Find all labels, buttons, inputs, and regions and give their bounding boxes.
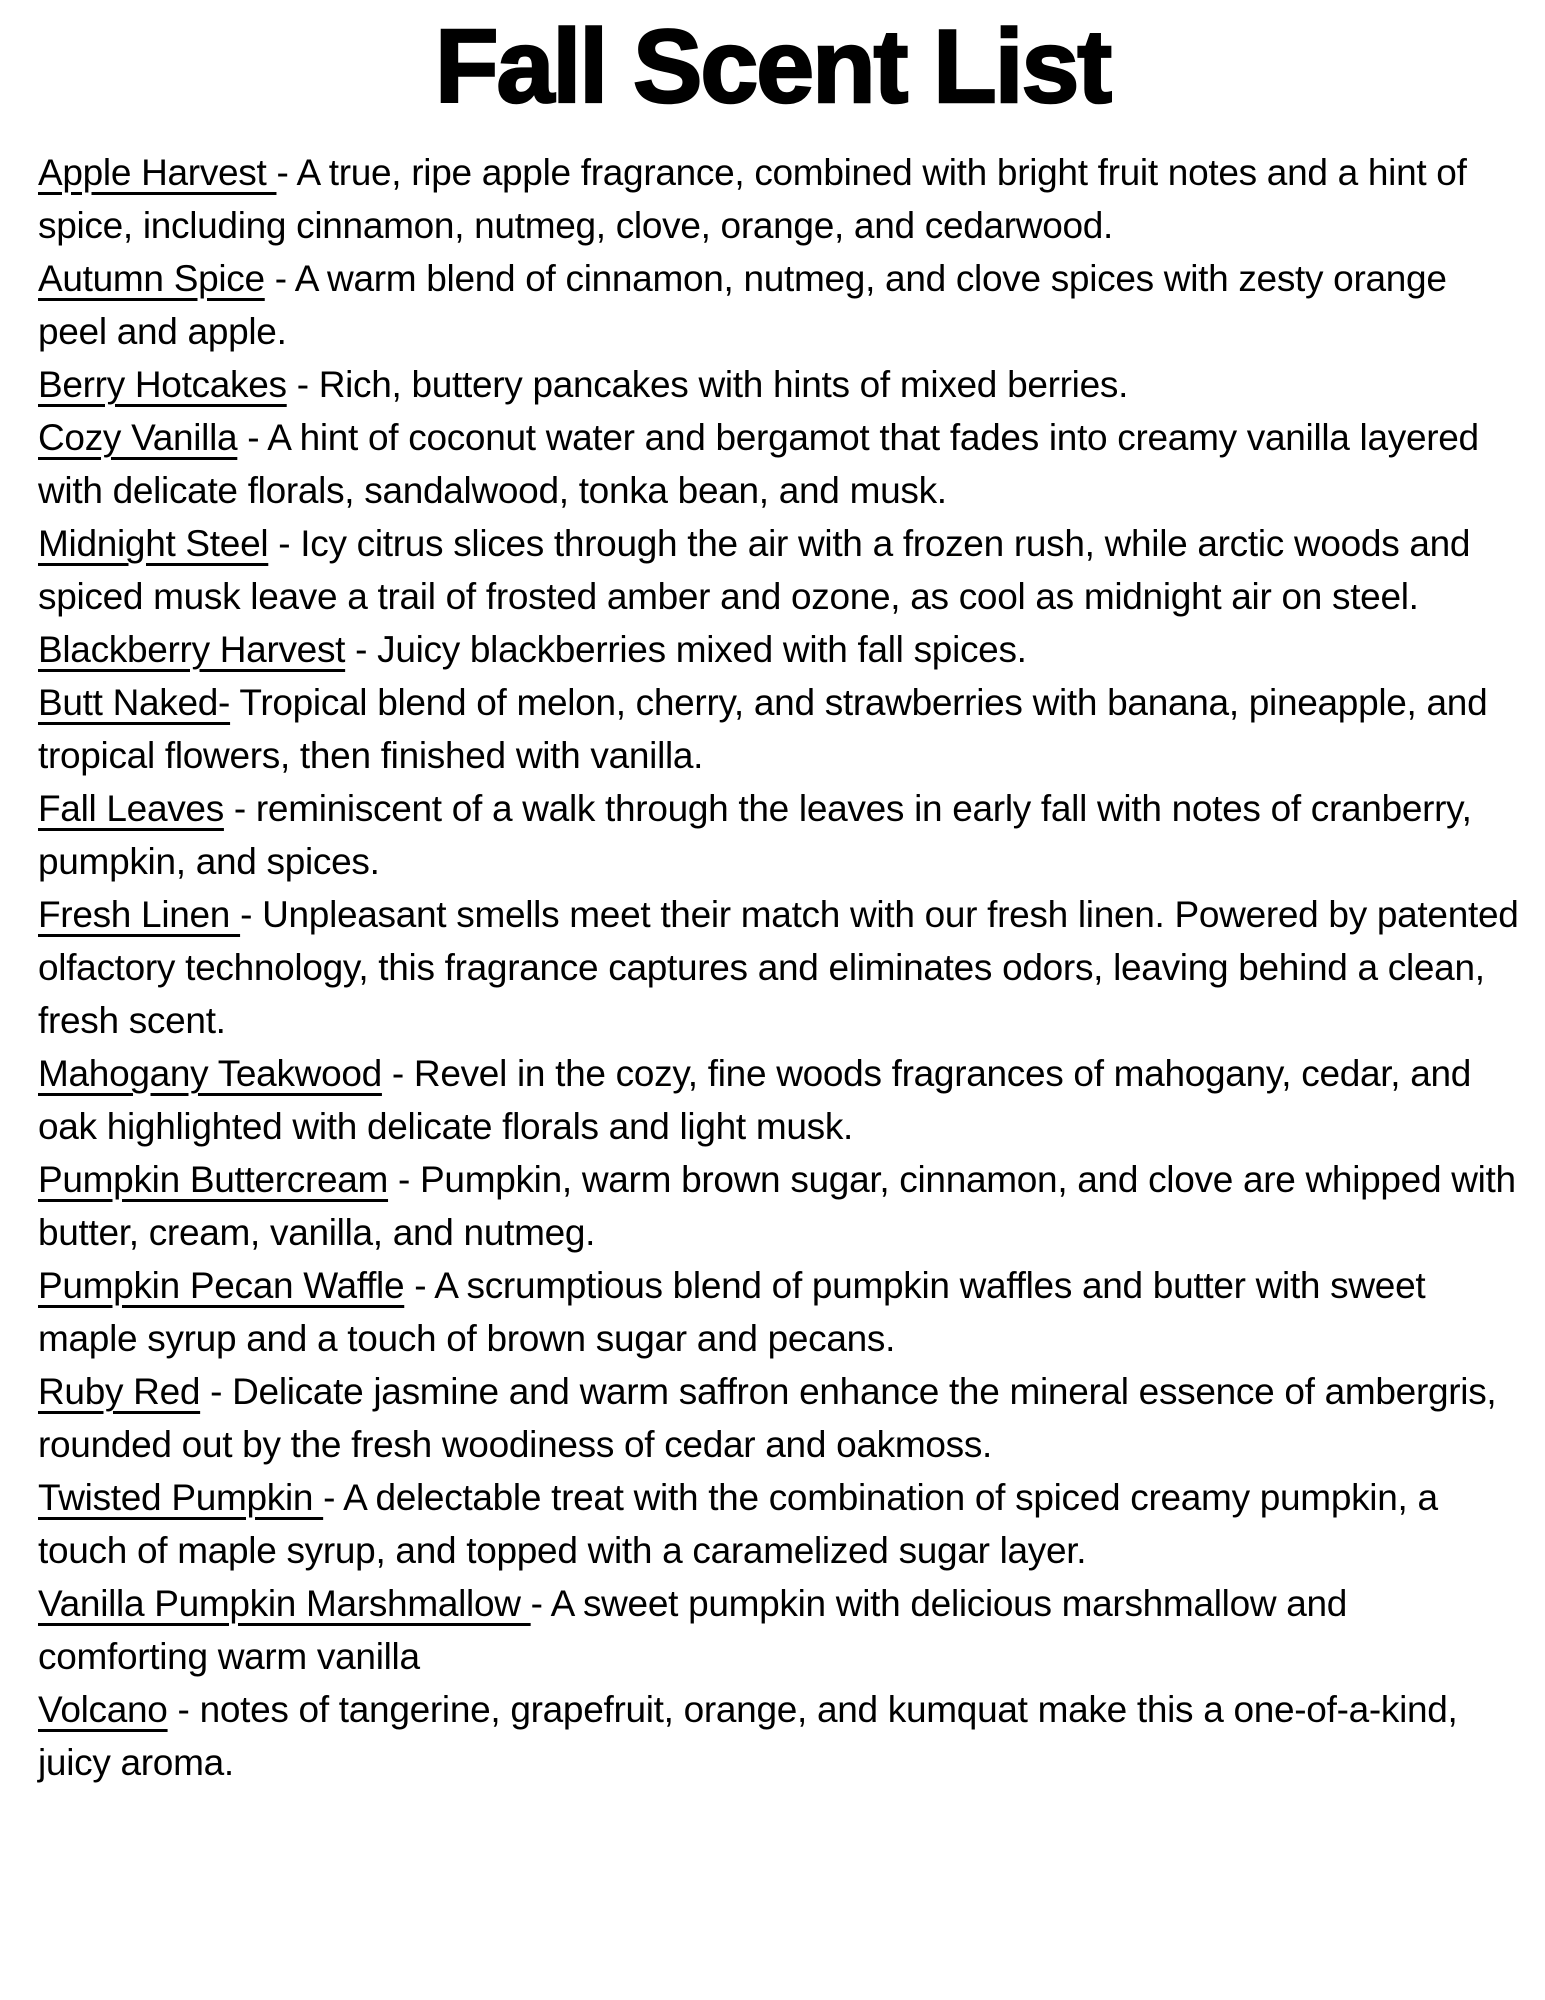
scent-entry [38, 888, 1519, 1047]
scent-separator: - [237, 417, 268, 458]
scent-separator: - [223, 788, 256, 829]
scent-name: Butt Naked- [38, 682, 231, 723]
scent-entry [38, 676, 1519, 782]
scent-name: Berry Hotcakes [38, 364, 287, 405]
scent-separator: - [381, 1053, 414, 1094]
scent-entry [38, 252, 1519, 358]
scent-entry [38, 411, 1519, 517]
scent-entry [38, 1365, 1519, 1471]
scent-separator [230, 682, 239, 723]
scent-description: Revel in the cozy, fine woods fragrances of mahogany, cedar, and oak highlighted with delicate florals and light musk. [38, 1053, 1472, 1147]
scent-entry [38, 1047, 1519, 1153]
scent-list [0, 146, 1545, 1789]
scent-separator: - [167, 1689, 200, 1730]
scent-description: Unpleasant smells meet their match with our fresh linen. Powered by patented olfactory technology, this fragrance captures and eliminates odors, leaving behind a clean, fresh scent. [38, 894, 1519, 1041]
scent-description: A true, ripe apple fragrance, combined with bright fruit notes and a hint of spice, including cinnamon, nutmeg, clove, orange, and cedarwood. [38, 152, 1467, 246]
scent-description: A hint of coconut water and bergamot that fades into creamy vanilla layered with delicate florals, sandalwood, tonka bean, and musk. [38, 417, 1479, 511]
scent-description: A sweet pumpkin with delicious marshmallow and comforting warm vanilla [38, 1583, 1348, 1677]
scent-name: Autumn Spice [38, 258, 265, 299]
scent-description: A scrumptious blend of pumpkin waffles and butter with sweet maple syrup and a touch of brown sugar and pecans. [38, 1265, 1426, 1359]
scent-description: Rich, buttery pancakes with hints of mixed berries. [318, 364, 1129, 405]
scent-name: Pumpkin Pecan Waffle [38, 1265, 405, 1306]
scent-entry [38, 1471, 1519, 1577]
scent-description: A delectable treat with the combination of spiced creamy pumpkin, a touch of maple syrup, and topped with a caramelized sugar layer. [38, 1477, 1438, 1571]
scent-description: notes of tangerine, grapefruit, orange, and kumquat make this a one-of-a-kind, juicy aroma. [38, 1689, 1458, 1783]
scent-name: Midnight Steel [38, 523, 269, 564]
scent-description: Juicy blackberries mixed with fall spices. [377, 629, 1027, 670]
scent-entry [38, 1153, 1519, 1259]
page-title: Fall Scent List [434, 9, 1111, 125]
scent-name: Fresh Linen [38, 894, 241, 935]
scent-separator: - [286, 364, 319, 405]
scent-name: Ruby Red [38, 1371, 201, 1412]
scent-description: Tropical blend of melon, cherry, and strawberries with banana, pineapple, and tropical flowers, then finished with vanilla. [38, 682, 1488, 776]
scent-separator: - [323, 1477, 344, 1518]
scent-separator: - [200, 1371, 233, 1412]
scent-name: Cozy Vanilla [38, 417, 238, 458]
scent-separator: - [530, 1583, 551, 1624]
scent-description: reminiscent of a walk through the leaves in early fall with notes of cranberry, pumpkin, and spices. [38, 788, 1472, 882]
scent-entry [38, 782, 1519, 888]
scent-separator: - [276, 152, 297, 193]
scent-description: Icy citrus slices through the air with a frozen rush, while arctic woods and spiced musk leave a trail of frosted amber and ozone, as cool as midnight air on steel. [38, 523, 1471, 617]
scent-entry [38, 623, 1519, 676]
scent-name: Apple Harvest [38, 152, 277, 193]
scent-name: Mahogany Teakwood [38, 1053, 382, 1094]
scent-entry [38, 1683, 1519, 1789]
scent-separator: - [240, 894, 263, 935]
scent-entry [38, 1259, 1519, 1365]
scent-separator: - [404, 1265, 435, 1306]
scent-name: Volcano [38, 1689, 168, 1730]
scent-separator: - [345, 629, 378, 670]
scent-separator: - [268, 523, 301, 564]
scent-name: Fall Leaves [38, 788, 224, 829]
scent-separator: - [264, 258, 295, 299]
scent-name: Twisted Pumpkin [38, 1477, 324, 1518]
scent-name: Blackberry Harvest [38, 629, 346, 670]
scent-entry [38, 146, 1519, 252]
scent-description: Pumpkin, warm brown sugar, cinnamon, and clove are whipped with butter, cream, vanilla, and nutmeg. [38, 1159, 1516, 1253]
scent-name: Pumpkin Buttercream [38, 1159, 389, 1200]
scent-entry [38, 358, 1519, 411]
scent-entry [38, 1577, 1519, 1683]
scent-name: Vanilla Pumpkin Marshmallow [38, 1583, 531, 1624]
scent-description: A warm blend of cinnamon, nutmeg, and clove spices with zesty orange peel and apple. [38, 258, 1447, 352]
scent-entry [38, 517, 1519, 623]
scent-separator: - [388, 1159, 421, 1200]
scent-description: Delicate jasmine and warm saffron enhance the mineral essence of ambergris, rounded out by the fresh woodiness of cedar and oakmoss. [38, 1371, 1497, 1465]
